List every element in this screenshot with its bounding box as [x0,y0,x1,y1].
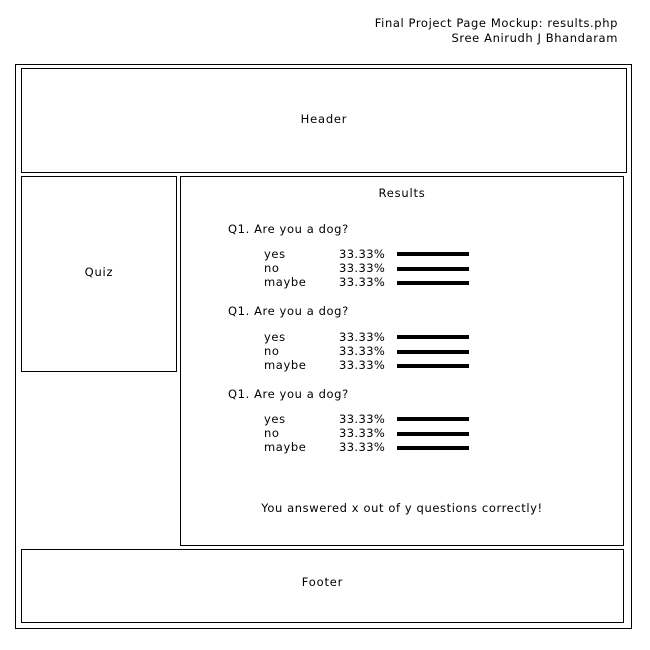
mockup-title: Final Project Page Mockup: results.php [374,16,618,30]
answer-bar [397,267,469,271]
answer-label: maybe [264,358,307,372]
answer-percent: 33.33% [339,344,386,358]
answer-percent: 33.33% [339,358,386,372]
quiz-label: Quiz [84,265,114,279]
footer-region [21,549,624,623]
answer-bar [397,252,469,256]
score-summary: You answered x out of y questions correctly! [261,501,543,515]
answer-percent: 33.33% [339,440,386,454]
answer-bar [397,432,469,436]
answer-bar [397,281,469,285]
answer-label: no [264,426,280,440]
question-text: Q1. Are you a dog? [228,387,349,401]
answer-label: maybe [264,275,307,289]
header-label: Header [300,112,348,126]
answer-bar [397,350,469,354]
answer-bar [397,446,469,450]
header-region [21,68,627,173]
answer-percent: 33.33% [339,247,386,261]
answer-label: yes [264,412,286,426]
footer-label: Footer [301,575,344,589]
answer-bar [397,364,469,368]
quiz-sidebar [21,176,177,372]
question-text: Q1. Are you a dog? [228,222,349,236]
answer-label: no [264,261,280,275]
answer-percent: 33.33% [339,426,386,440]
mockup-author: Sree Anirudh J Bhandaram [451,31,618,45]
results-panel [180,176,624,546]
answer-bar [397,335,469,339]
answer-label: yes [264,330,286,344]
answer-percent: 33.33% [339,261,386,275]
question-text: Q1. Are you a dog? [228,304,349,318]
answer-label: no [264,344,280,358]
results-title: Results [378,186,426,200]
answer-label: yes [264,247,286,261]
answer-bar [397,417,469,421]
answer-percent: 33.33% [339,275,386,289]
answer-label: maybe [264,440,307,454]
answer-percent: 33.33% [339,330,386,344]
answer-percent: 33.33% [339,412,386,426]
